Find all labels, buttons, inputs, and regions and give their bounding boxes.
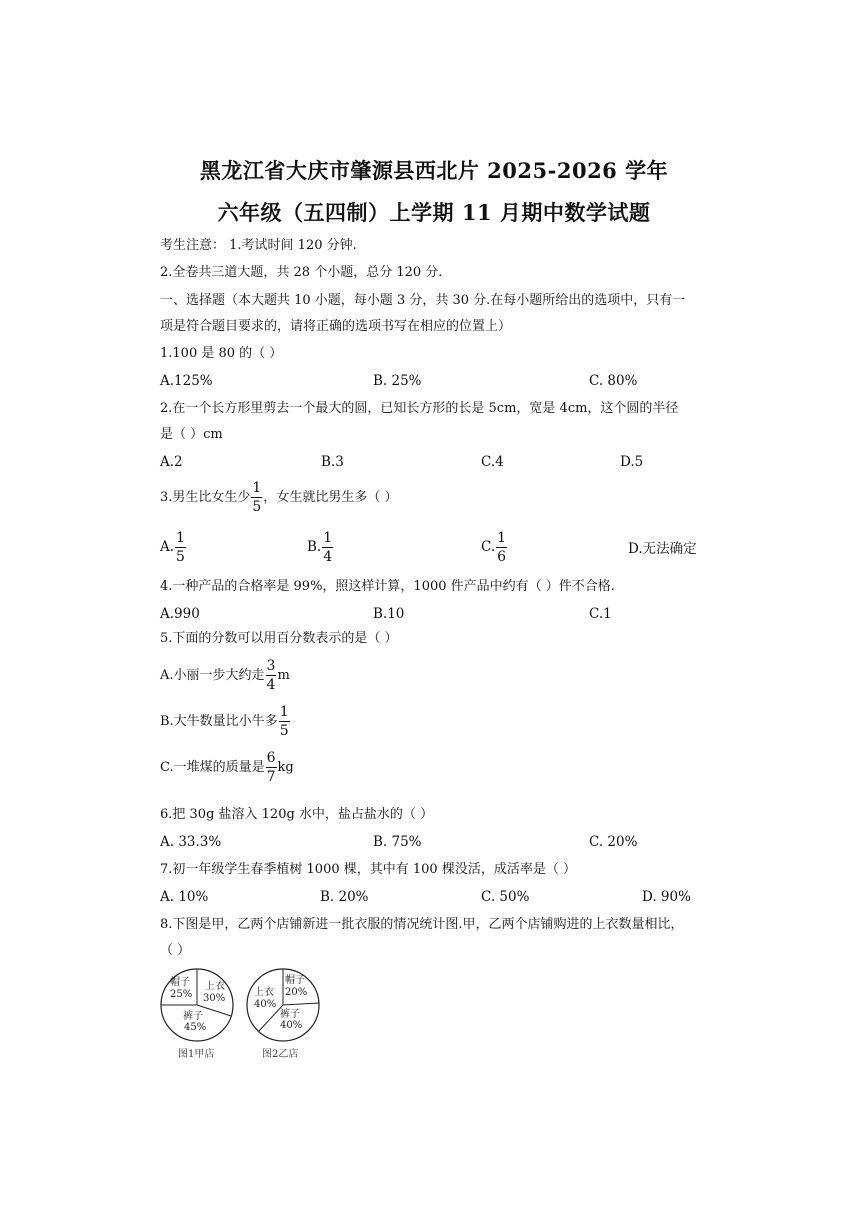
q6-option-c: C. 20% <box>589 834 638 850</box>
pie-slice-label: 上衣 <box>205 981 225 992</box>
pie-slice-pct: 30% <box>203 993 226 1004</box>
pie-divider <box>283 1003 319 1005</box>
q4-stem: 4.一种产品的合格率是 99%，照这样计算，1000 件产品中约有（ ）件不合格. <box>160 579 615 594</box>
fraction-numerator: 3 <box>266 658 276 674</box>
fraction-denominator: 5 <box>176 549 185 565</box>
section1-intro-line2: 项是符合题目要求的，请将正确的选项书写在相应的位置上） <box>160 319 512 334</box>
fraction-numerator: 1 <box>176 530 185 546</box>
pie-slice-label: 帽子 <box>285 975 305 986</box>
q5-stem: 5.下面的分数可以用百分数表示的是（ ） <box>160 631 398 646</box>
pie-slice-label: 裤子 <box>280 1009 300 1020</box>
pie-slice-label: 裤子 <box>183 1011 203 1022</box>
pie-slice-label: 上衣 <box>254 987 274 998</box>
q3-stem-post: ，女生就比男生多（ ） <box>263 490 398 505</box>
q3-option-d: D.无法确定 <box>628 541 697 557</box>
pie-slice-label: 帽子 <box>170 977 190 988</box>
pie-caption-shop-b: 图2乙店 <box>262 1049 299 1060</box>
q7-option-c: C. 50% <box>481 889 530 905</box>
option-unit: m <box>277 668 290 683</box>
exam-note-total: 2.全卷共三道大题，共 28 个小题，总分 120 分. <box>160 265 443 280</box>
q5-option-a <box>160 658 290 693</box>
option-label: B. <box>307 539 322 555</box>
pie-slice-pct: 45% <box>184 1022 207 1033</box>
q1-stem: 1.100 是 80 的（ ） <box>160 346 283 361</box>
q8-stem-line1: 8.下图是甲，乙两个店铺新进一批衣服的情况统计图.甲，乙两个店铺购进的上衣数量相比， <box>160 917 684 932</box>
q2-stem-line1: 2.在一个长方形里剪去一个最大的圆，已知长方形的长是 5cm，宽是 4cm，这个圆的半径 <box>160 401 679 416</box>
q7-option-b: B. 20% <box>320 889 369 905</box>
option-text: B.大牛数量比小牛多 <box>160 714 278 729</box>
pie-slice-pct: 20% <box>285 987 308 998</box>
q2-option-c: C.4 <box>481 454 504 470</box>
q7-option-d: D. 90% <box>642 889 691 905</box>
q2-stem-line2: 是（ ）cm <box>160 427 223 442</box>
q3-stem-pre: 3.男生比女生少 <box>160 490 251 505</box>
pie-caption-shop-a: 图1甲店 <box>178 1049 215 1060</box>
fraction-denominator: 4 <box>323 549 333 565</box>
fraction-denominator: 6 <box>497 549 507 565</box>
q2-option-a: A.2 <box>160 454 183 470</box>
option-fraction <box>266 658 277 693</box>
exam-title-line1: 黑龙江省大庆市肇源县西北片 2025-2026 学年 <box>199 158 669 183</box>
pie-chart-shop-b <box>244 966 322 1044</box>
fraction-denominator: 5 <box>279 723 289 739</box>
option-fraction <box>496 530 507 565</box>
exam-note-time: 考生注意： 1.考试时间 120 分钟. <box>160 238 357 253</box>
q7-option-a: A. 10% <box>160 889 209 905</box>
q2-option-d: D.5 <box>620 454 644 470</box>
option-text: A.小丽一步大约走 <box>160 668 265 683</box>
q1-option-a: A.125% <box>160 373 213 389</box>
fraction-numerator: 1 <box>323 530 333 546</box>
q7-stem: 7.初一年级学生春季植树 1000 棵，其中有 100 棵没活，成活率是（ ） <box>160 862 576 877</box>
q1-option-c: C. 80% <box>589 373 638 389</box>
q6-stem: 6.把 30g 盐溶入 120g 水中，盐占盐水的（ ） <box>160 807 434 822</box>
fraction-denominator: 7 <box>266 769 276 785</box>
option-label: A. <box>160 539 175 555</box>
q3-option-b <box>307 530 334 565</box>
fraction-numerator: 6 <box>266 750 276 766</box>
q3-option-a <box>160 530 187 565</box>
fraction-denominator: 4 <box>266 677 276 693</box>
q5-option-b <box>160 704 291 739</box>
q4-option-b: B.10 <box>373 606 405 622</box>
option-label: C. <box>481 539 496 555</box>
q5-option-c <box>160 750 294 785</box>
section1-intro-line1: 一、选择题（本大题共 10 小题，每小题 3 分，共 30 分.在每小题所给出的选项中，只有一 <box>160 293 686 308</box>
pie-slice-pct: 40% <box>254 999 277 1010</box>
option-fraction <box>322 530 333 565</box>
q8-stem-line2: （ ） <box>160 943 191 958</box>
option-fraction <box>175 530 186 565</box>
q1-option-b: B. 25% <box>373 373 422 389</box>
exam-title-line2: 六年级（五四制）上学期 11 月期中数学试题 <box>217 200 651 225</box>
fraction-numerator: 1 <box>497 530 507 546</box>
q3-stem-fraction <box>251 480 262 515</box>
q3-stem <box>160 480 397 515</box>
pie-chart-shop-a <box>158 966 236 1044</box>
q2-option-b: B.3 <box>321 454 344 470</box>
pie-slice-pct: 40% <box>280 1020 303 1031</box>
pie-slice-pct: 25% <box>170 989 193 1000</box>
fraction-numerator: 1 <box>279 704 289 720</box>
fraction-denominator: 5 <box>252 499 262 515</box>
q6-option-a: A. 33.3% <box>160 834 222 850</box>
option-text: C.一堆煤的质量是 <box>160 760 265 775</box>
fraction-numerator: 1 <box>252 480 262 496</box>
q4-option-a: A.990 <box>160 606 200 622</box>
option-unit: kg <box>277 760 294 775</box>
q6-option-b: B. 75% <box>373 834 422 850</box>
option-fraction <box>279 704 290 739</box>
q3-option-c <box>481 530 508 565</box>
q4-option-c: C.1 <box>589 606 612 622</box>
option-fraction <box>266 750 277 785</box>
